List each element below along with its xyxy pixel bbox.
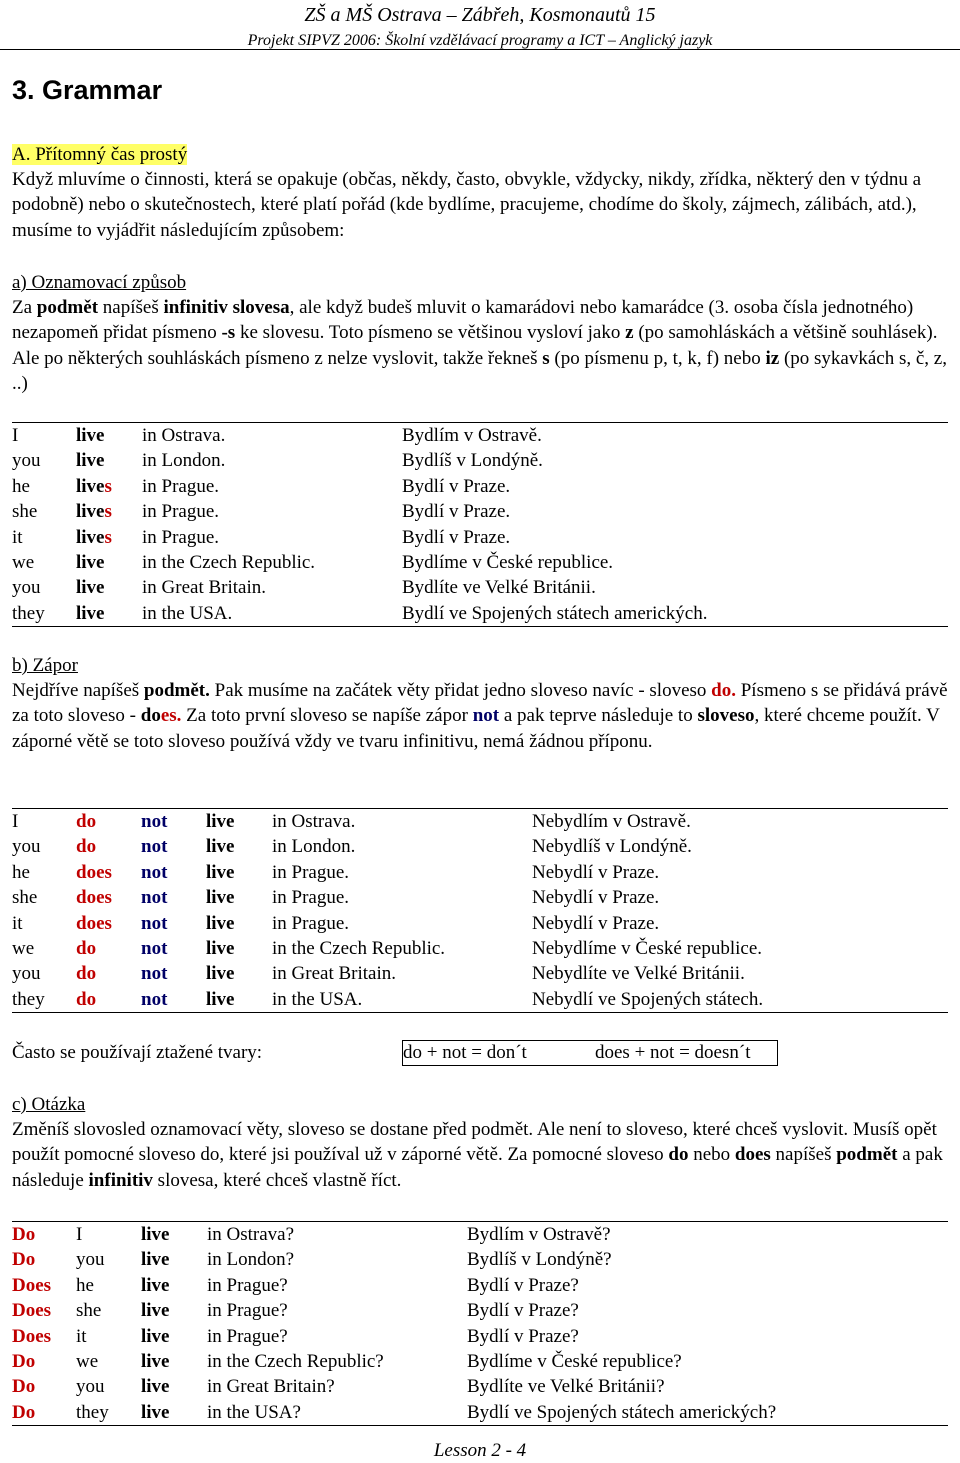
header-rule: [0, 49, 960, 50]
subject: he: [12, 475, 30, 497]
czech-translation: Bydlí v Praze.: [402, 475, 511, 497]
place: in Great Britain?: [207, 1376, 335, 1398]
table-row: [12, 1374, 948, 1399]
negation: not: [141, 887, 168, 909]
czech-translation: Bydlí v Praze?: [467, 1274, 579, 1296]
auxiliary: Do: [12, 1351, 36, 1373]
part-c-text: Změníš slovosled oznamovací věty, sloveso se dostane před podmět. Ale není to sloveso, které chceš vyslovit. Musíš opět použít pomocné sloveso do, které jsi používal už v záporné větě. Za pomocné sloveso do nebo does napíšeš podmět a pak následuje infinitiv slovesa, které chceš vlastně říct.: [12, 1119, 943, 1191]
table-row: [12, 911, 948, 936]
auxiliary: does: [76, 912, 112, 934]
czech-translation: Bydlíte ve Velké Británii.: [402, 577, 596, 599]
section-a-heading: A. Přítomný čas prostý: [12, 144, 188, 165]
verb: live: [141, 1401, 170, 1423]
auxiliary: do: [76, 938, 97, 960]
verb: live: [76, 552, 105, 574]
part-c-heading: c) Otázka: [12, 1094, 86, 1115]
auxiliary: do: [76, 988, 97, 1010]
czech-translation: Bydlíš v Londýně.: [402, 450, 543, 472]
verb: live: [76, 526, 105, 548]
table-row: [12, 1247, 948, 1272]
negation: not: [141, 836, 168, 858]
contracted-box: do + not = don´t does + not = doesn´t: [402, 1040, 778, 1066]
auxiliary: Do: [12, 1224, 36, 1245]
place: in the Czech Republic?: [207, 1351, 384, 1373]
verb: live: [141, 1300, 170, 1322]
subject: you: [12, 963, 41, 985]
subject: I: [76, 1224, 83, 1245]
czech-translation: Bydlím v Ostravě.: [402, 425, 542, 446]
subject: you: [12, 836, 41, 858]
subject: he: [76, 1274, 94, 1296]
czech-translation: Nebydlíme v České republice.: [532, 938, 763, 960]
auxiliary: Does: [12, 1325, 52, 1347]
place: in Great Britain.: [142, 577, 266, 599]
place: in Ostrava?: [207, 1224, 295, 1245]
czech-translation: Nebydlíš v Londýně.: [532, 836, 692, 858]
table-row: [12, 448, 948, 473]
place: in the Czech Republic.: [272, 938, 446, 960]
subject: you: [76, 1249, 105, 1271]
subject: we: [12, 552, 35, 574]
place: in London.: [142, 450, 226, 472]
contracted-forms: Často se používají ztažené tvary: do + not = don´t does + not = doesn´t: [12, 1040, 948, 1065]
table-row: [12, 423, 948, 449]
czech-translation: Bydlí v Praze.: [402, 526, 511, 548]
place: in London?: [207, 1249, 295, 1271]
verb: live: [76, 577, 105, 599]
subject: we: [12, 938, 35, 960]
czech-translation: Nebydlí v Praze.: [532, 912, 660, 934]
place: in Prague.: [272, 912, 350, 934]
subject: they: [12, 602, 45, 624]
czech-translation: Bydlíme v České republice?: [467, 1351, 682, 1373]
part-a-heading: a) Oznamovací způsob: [12, 272, 187, 293]
table-row: [12, 575, 948, 600]
subject: she: [12, 501, 38, 523]
verb: live: [141, 1249, 170, 1271]
section-a-intro: Když mluvíme o činnosti, která se opakuje (občas, někdy, často, obvykle, vždycky, nikdy, zřídka, některý den v týdnu a podobně) nebo o skutečnostech, které platí pořád (kde bydlíme, pracujeme, chodíme do školy, zájmech, zálibách, atd.), musíme to vyjádřit následujícím způsobem:: [12, 169, 922, 241]
place: in the Czech Republic.: [142, 552, 316, 574]
czech-translation: Nebydlí v Praze.: [532, 861, 660, 883]
table-row: [12, 1273, 948, 1298]
negation: not: [141, 861, 168, 883]
place: in Prague?: [207, 1274, 288, 1296]
part-b-text: Nejdříve napíšeš podmět. Pak musíme na začátek věty přidat jedno sloveso navíc - sloveso do. Písmeno s se přidává právě za toto sloveso - does. Za toto první sloveso se napíše zápor not a pak teprve následuje to sloveso, které chceme použít. V záporné větě se toto sloveso používá vždy ve tvaru infinitivu, nemá žádnou příponu.: [12, 680, 948, 752]
table-row: [12, 936, 948, 961]
place: in London.: [272, 836, 356, 858]
page-footer: Lesson 2 - 4: [433, 1440, 527, 1461]
czech-translation: Bydlíte ve Velké Británii?: [467, 1376, 665, 1398]
place: in Great Britain.: [272, 963, 396, 985]
verb: live: [76, 602, 105, 624]
verb: live: [206, 836, 235, 858]
place: in Prague?: [207, 1300, 288, 1322]
place: in the USA.: [142, 602, 233, 624]
negation: not: [141, 963, 168, 985]
auxiliary: Does: [12, 1300, 52, 1322]
verb: live: [206, 988, 235, 1010]
czech-translation: Bydlí v Praze?: [467, 1325, 579, 1347]
auxiliary: does: [76, 887, 112, 909]
czech-translation: Bydlíme v České republice.: [402, 552, 614, 574]
verb: live: [76, 475, 105, 497]
auxiliary: does: [76, 861, 112, 883]
table-row: [12, 499, 948, 524]
part-a-text: Za podmět napíšeš infinitiv slovesa, ale když budeš mluvit o kamarádovi nebo kamarádce (3. osoba čísla jednotného) nezapomeň přidat písmeno -s ke slovesu. Toto písmeno se většinou vysloví jako z (po samohláskách a většině souhlásek). Ale po některých souhláskách písmeno z nelze vyslovit, takže řekneš s (po písmenu p, t, k, f) nebo iz (po sykavkách s, č, z, ..): [12, 297, 947, 395]
czech-translation: Nebydlí v Praze.: [532, 887, 660, 909]
negation: not: [141, 988, 168, 1010]
verb: live: [141, 1224, 170, 1245]
subject: it: [76, 1325, 87, 1347]
auxiliary: do: [76, 836, 97, 858]
subject: she: [12, 887, 38, 909]
verb: live: [206, 811, 235, 832]
auxiliary: do: [76, 811, 97, 832]
negation: not: [141, 912, 168, 934]
place: in Prague.: [272, 861, 350, 883]
place: in Prague.: [272, 887, 350, 909]
negation: not: [141, 811, 168, 832]
question-table: [12, 1221, 948, 1426]
table-row: [12, 474, 948, 499]
table-row: [12, 1324, 948, 1349]
place: in Ostrava.: [142, 425, 226, 446]
auxiliary: Do: [12, 1401, 36, 1423]
table-row: [12, 550, 948, 575]
subject: I: [12, 811, 19, 832]
verb: live: [206, 938, 235, 960]
table-row: [12, 525, 948, 550]
verb-suffix: s: [104, 475, 112, 497]
subject: I: [12, 425, 19, 446]
auxiliary: Do: [12, 1376, 36, 1398]
verb: live: [141, 1376, 170, 1398]
place: in the USA?: [207, 1401, 301, 1423]
place: in Prague?: [207, 1325, 288, 1347]
verb: live: [141, 1351, 170, 1373]
verb: live: [206, 912, 235, 934]
verb: live: [206, 861, 235, 883]
czech-translation: Bydlí ve Spojených státech amerických?: [467, 1401, 777, 1423]
subject: we: [76, 1351, 99, 1373]
table-row: [12, 1298, 948, 1323]
table-row: [12, 885, 948, 910]
subject: they: [76, 1401, 109, 1423]
subject: it: [12, 912, 23, 934]
page-title: 3. Grammar: [12, 75, 163, 105]
table-row: [12, 834, 948, 859]
auxiliary: Does: [12, 1274, 52, 1296]
place: in Prague.: [142, 501, 220, 523]
subject: you: [76, 1376, 105, 1398]
verb: live: [141, 1325, 170, 1347]
czech-translation: Bydlí ve Spojených státech amerických.: [402, 602, 708, 624]
verb: live: [76, 425, 105, 446]
czech-translation: Bydlí v Praze.: [402, 501, 511, 523]
table-row: [12, 961, 948, 986]
table-row: [12, 601, 948, 627]
negative-table: [12, 808, 948, 1013]
header-school: ZŠ a MŠ Ostrava – Zábřeh, Kosmonautů 15: [304, 4, 656, 26]
verb: live: [76, 450, 105, 472]
table-row: [12, 987, 948, 1013]
place: in Prague.: [142, 475, 220, 497]
czech-translation: Bydlím v Ostravě?: [467, 1224, 611, 1245]
czech-translation: Nebydlím v Ostravě.: [532, 811, 691, 832]
table-row: [12, 860, 948, 885]
place: in Prague.: [142, 526, 220, 548]
czech-translation: Bydlí v Praze?: [467, 1300, 579, 1322]
verb: live: [206, 963, 235, 985]
header-project: Projekt SIPVZ 2006: Školní vzdělávací programy a ICT – Anglický jazyk: [247, 32, 713, 49]
place: in the USA.: [272, 988, 363, 1010]
table-row: [12, 1222, 948, 1248]
subject: you: [12, 450, 41, 472]
place: in Ostrava.: [272, 811, 356, 832]
verb: live: [76, 501, 105, 523]
verb-suffix: s: [104, 501, 112, 523]
table-row: [12, 809, 948, 835]
subject: it: [12, 526, 23, 548]
czech-translation: Bydlíš v Londýně?: [467, 1249, 612, 1271]
table-row: [12, 1400, 948, 1426]
part-b-heading: b) Zápor: [12, 655, 78, 676]
subject: he: [12, 861, 30, 883]
auxiliary: do: [76, 963, 97, 985]
table-row: [12, 1349, 948, 1374]
verb: live: [141, 1274, 170, 1296]
negation: not: [141, 938, 168, 960]
verb: live: [206, 887, 235, 909]
czech-translation: Nebydlíte ve Velké Británii.: [532, 963, 745, 985]
subject: you: [12, 577, 41, 599]
subject: she: [76, 1300, 102, 1322]
czech-translation: Nebydlí ve Spojených státech.: [532, 988, 764, 1010]
auxiliary: Do: [12, 1249, 36, 1271]
subject: they: [12, 988, 45, 1010]
affirmative-table: [12, 422, 948, 627]
verb-suffix: s: [104, 526, 112, 548]
